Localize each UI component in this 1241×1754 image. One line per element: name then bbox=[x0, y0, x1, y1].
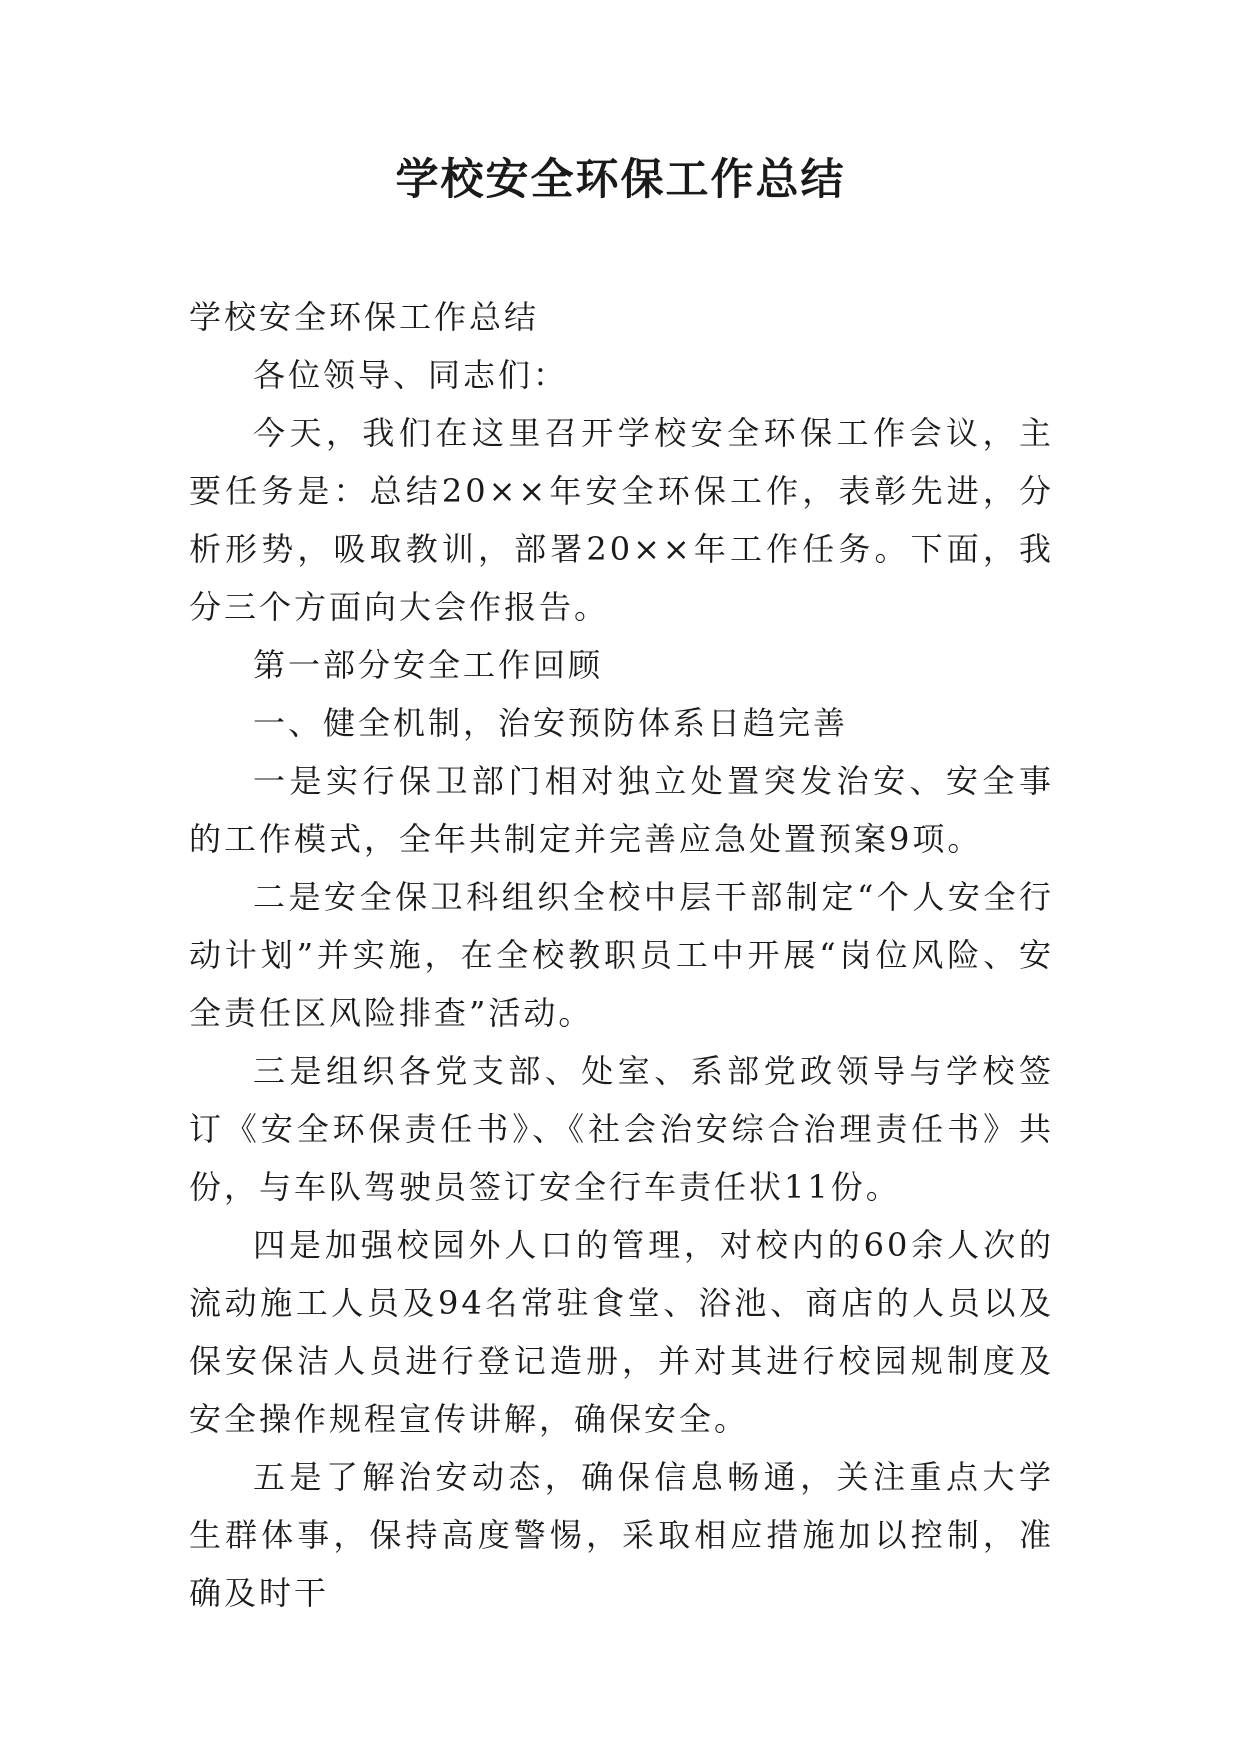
paragraph-item-5: 五是了解治安动态，确保信息畅通，关注重点大学生群体事，保持高度警惕，采取相应措施加以控制，准确及时干 bbox=[189, 1458, 1054, 1612]
section-heading: 第一部分安全工作回顾 bbox=[253, 646, 604, 684]
paragraph-item-4: 四是加强校园外人口的管理，对校内的60余人次的流动施工人员及94名常驻食堂、浴池、商店的人员以及保安保洁人员进行登记造册，并对其进行校园规制度及安全操作规程宣传讲解，确保安全。 bbox=[189, 1226, 1054, 1438]
document-body bbox=[189, 288, 1054, 1622]
paragraph-item-3: 三是组织各党支部、处室、系部党政领导与学校签订《安全环保责任书》、《社会治安综合治理责任书》共份，与车队驾驶员签订安全行车责任状11份。 bbox=[189, 1052, 1054, 1206]
paragraph-intro: 今天，我们在这里召开学校安全环保工作会议，主要任务是：总结20××年安全环保工作，表彰先进，分析形势，吸取教训，部署20××年工作任务。下面，我分三个方面向大会作报告。 bbox=[189, 414, 1054, 626]
document-title: 学校安全环保工作总结 bbox=[395, 155, 846, 205]
paragraph-item-2: 二是安全保卫科组织全校中层干部制定“个人安全行动计划”并实施，在全校教职员工中开展“岗位风险、安全责任区风险排查”活动。 bbox=[189, 878, 1054, 1032]
paragraph-subtitle: 学校安全环保工作总结 bbox=[189, 298, 540, 336]
paragraph-item-1: 一是实行保卫部门相对独立处置突发治安、安全事的工作模式，全年共制定并完善应急处置预案9项。 bbox=[189, 762, 1054, 858]
paragraph-salutation: 各位领导、同志们： bbox=[253, 356, 569, 394]
subsection-heading: 一、健全机制，治安预防体系日趋完善 bbox=[253, 704, 849, 742]
